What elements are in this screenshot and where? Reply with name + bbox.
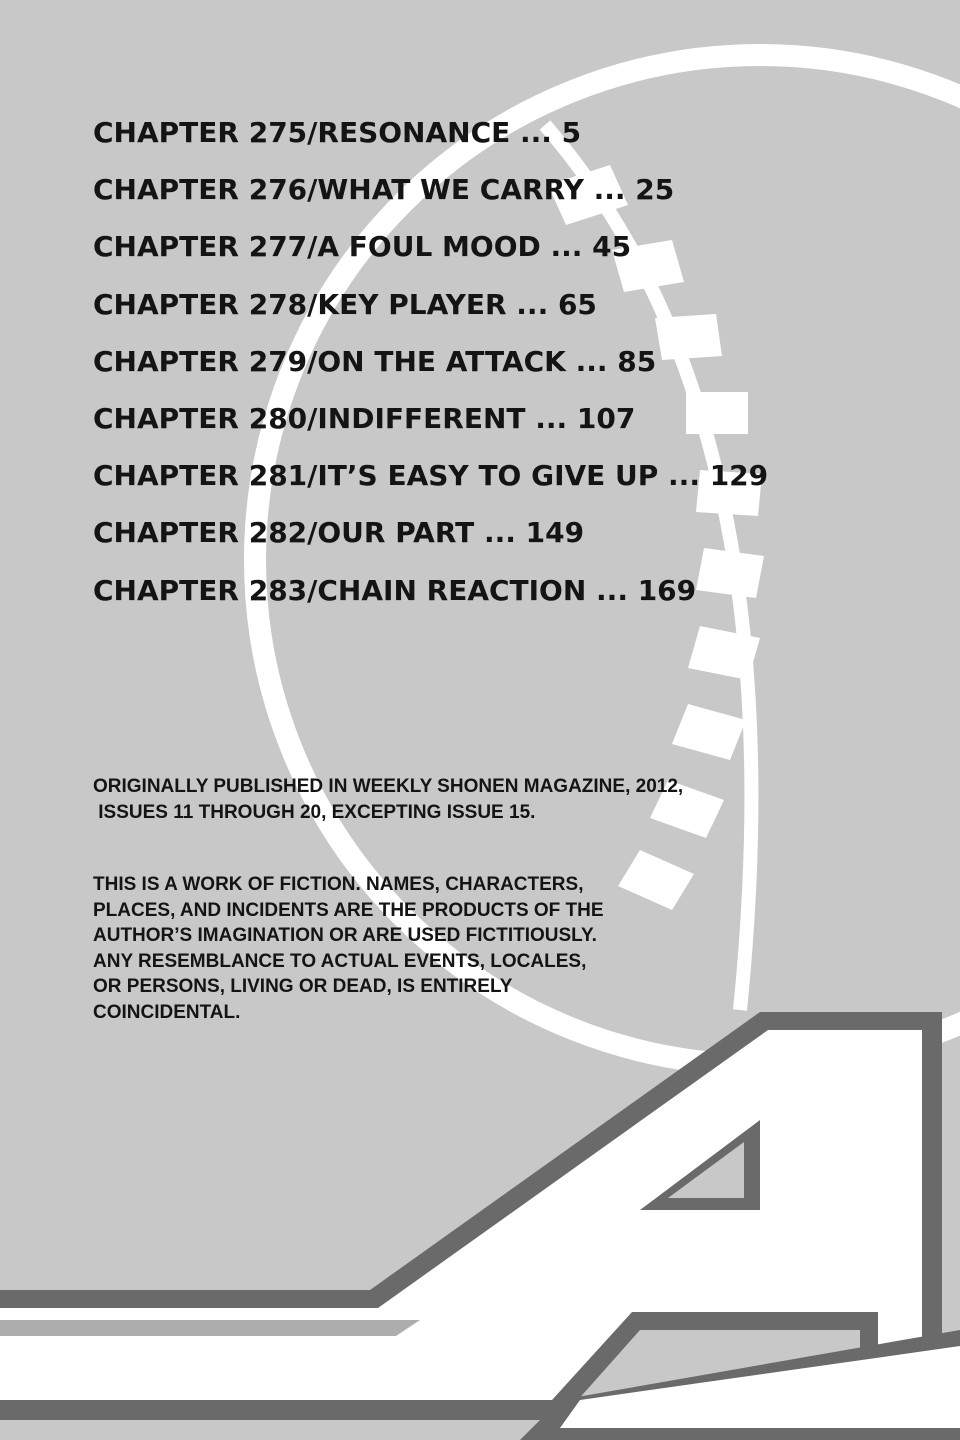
toc-entry: CHAPTER 283/CHAIN REACTION ... 169 — [93, 573, 697, 607]
disclaimer-line: OR PERSONS, LIVING OR DEAD, IS ENTIRELY — [93, 976, 513, 997]
publication-note-line: ISSUES 11 THROUGH 20, EXCEPTING ISSUE 15. — [93, 801, 536, 823]
publication-note — [93, 774, 683, 825]
disclaimer-line: THIS IS A WORK OF FICTION. NAMES, CHARACTERS, — [93, 874, 584, 895]
publication-note-line: ORIGINALLY PUBLISHED IN WEEKLY SHONEN MAGAZINE, 2012, — [93, 776, 684, 797]
toc-entry: CHAPTER 280/INDIFFERENT ... 107 — [93, 401, 636, 435]
disclaimer-line: COINCIDENTAL. — [93, 1001, 241, 1023]
letter-a-logo — [0, 1012, 960, 1440]
table-of-contents — [93, 104, 768, 619]
toc-entry: CHAPTER 282/OUR PART ... 149 — [93, 516, 585, 550]
disclaimer-line: ANY RESEMBLANCE TO ACTUAL EVENTS, LOCALES, — [93, 950, 587, 972]
toc-entry: CHAPTER 276/WHAT WE CARRY ... 25 — [93, 173, 675, 207]
toc-entry: CHAPTER 281/IT’S EASY TO GIVE UP ... 129 — [93, 459, 769, 493]
toc-entry: CHAPTER 277/A FOUL MOOD ... 45 — [93, 230, 632, 264]
disclaimer-line: AUTHOR’S IMAGINATION OR ARE USED FICTITIOUSLY. — [93, 925, 597, 946]
disclaimer-line: PLACES, AND INCIDENTS ARE THE PRODUCTS OF THE — [93, 899, 604, 921]
fiction-disclaimer — [93, 872, 604, 1025]
toc-entry: CHAPTER 279/ON THE ATTACK ... 85 — [93, 344, 657, 378]
toc-entry: CHAPTER 278/KEY PLAYER ... 65 — [93, 287, 597, 321]
toc-entry: CHAPTER 275/RESONANCE ... 5 — [93, 116, 582, 149]
